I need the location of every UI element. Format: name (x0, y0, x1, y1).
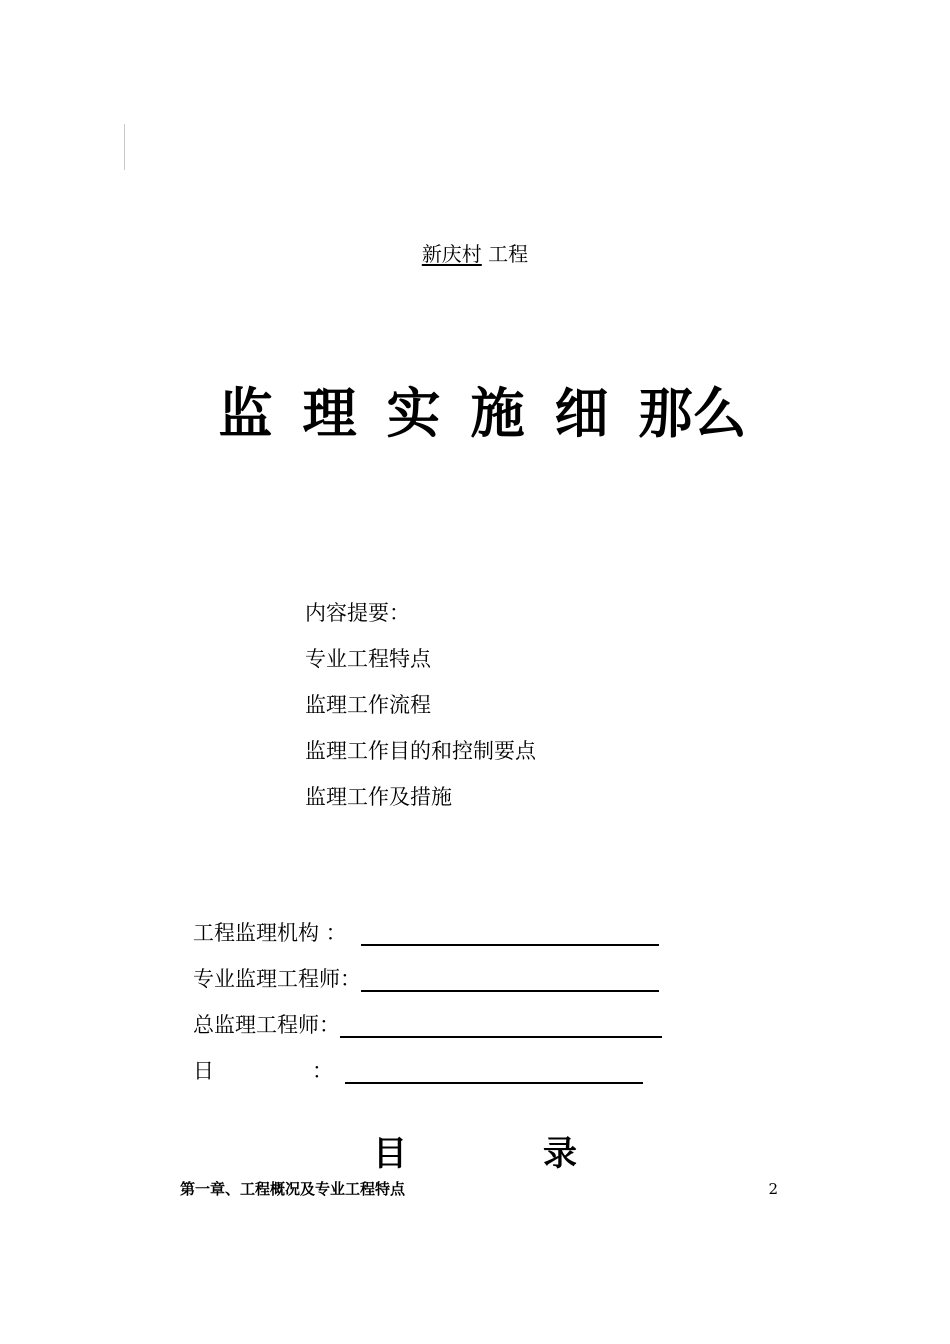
chief-signature-line (340, 1014, 662, 1038)
toc-entry[interactable] (180, 1178, 778, 1200)
signature-row-date (193, 1048, 662, 1094)
title-char: 那么 (638, 382, 747, 445)
toc-title-char: 录 (543, 1134, 577, 1174)
margin-mark (124, 124, 125, 170)
signature-row-chief (193, 1002, 662, 1048)
summary-item: 监理工作目的和控制要点 (305, 739, 536, 763)
engineer-label: 专业监理工程师： (193, 967, 361, 991)
title-char: 实 (386, 382, 441, 445)
org-label: 工程监理机构 ： (193, 921, 347, 945)
date-colon: ： (312, 1059, 333, 1083)
title-char: 细 (554, 382, 609, 445)
chief-label: 总监理工程师： (193, 1013, 340, 1037)
summary-item: 监理工作及措施 (305, 785, 452, 809)
toc-entry-page: 2 (768, 1180, 778, 1198)
project-name: 新庆村 (421, 242, 482, 266)
summary-item: 专业工程特点 (305, 647, 431, 671)
org-signature-line (361, 922, 659, 946)
summary-item: 监理工作流程 (305, 693, 431, 717)
document-title (0, 382, 950, 446)
date-label: 日 (193, 1059, 214, 1083)
title-char: 理 (302, 382, 357, 445)
title-char: 监 (218, 382, 273, 445)
content-summary (305, 590, 536, 820)
title-char: 施 (470, 382, 525, 445)
summary-heading: 内容提要： (305, 601, 410, 625)
date-signature-line (345, 1060, 643, 1084)
toc-entry-label: 第一章、工程概况及专业工程特点 (180, 1180, 406, 1198)
engineer-signature-line (361, 968, 659, 992)
project-line (0, 240, 950, 268)
signature-row-org (193, 910, 662, 956)
signature-row-engineer (193, 956, 662, 1002)
signature-block (193, 910, 662, 1094)
project-suffix: 工程 (481, 242, 529, 266)
toc-title-char: 目 (373, 1134, 407, 1174)
toc-title (0, 1132, 950, 1176)
